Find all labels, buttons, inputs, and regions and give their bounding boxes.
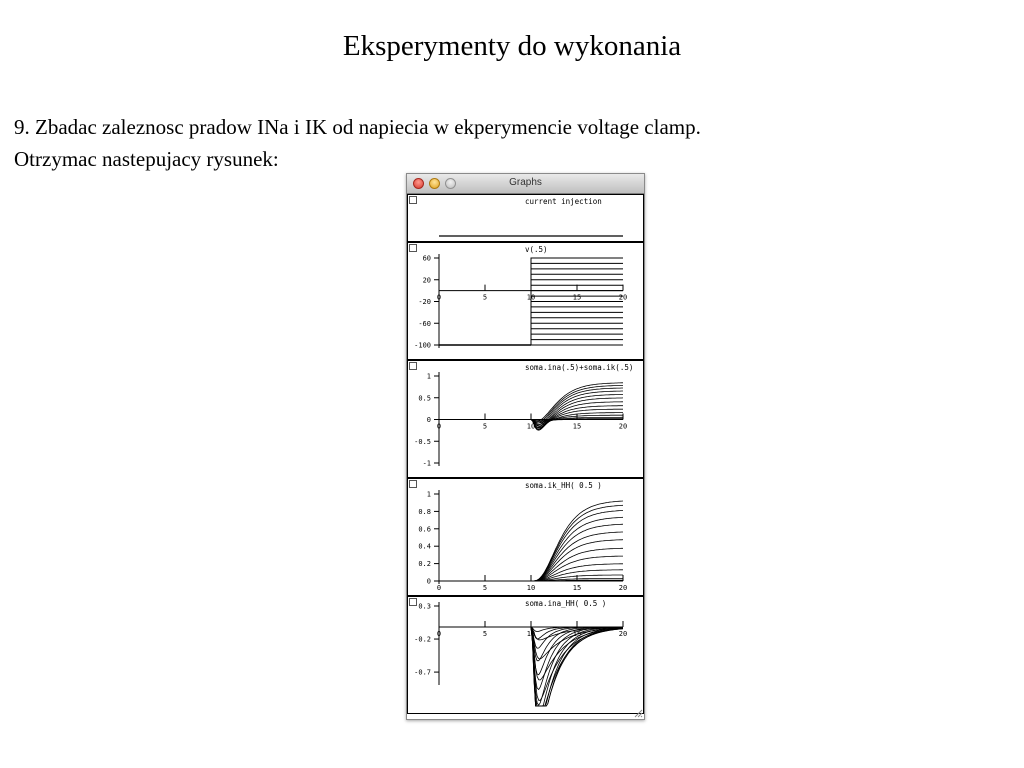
x-tick-label: 10: [526, 584, 536, 592]
x-tick-label: 20: [618, 293, 628, 302]
x-tick-label: 5: [482, 293, 488, 302]
graph-panel-3: [408, 361, 644, 478]
y-tick-label: 0: [426, 416, 431, 424]
graph-panel-2: [408, 243, 644, 360]
task-instruction: Otrzymac nastepujacy rysunek:: [14, 147, 279, 171]
y-tick-label: -0.7: [414, 668, 431, 677]
y-tick-label: 0: [426, 577, 431, 586]
x-tick-label: 15: [572, 422, 582, 431]
y-tick-label: -1: [422, 459, 431, 468]
y-tick-label: -60: [418, 319, 431, 328]
panel-title: soma.ik_HH( 0.5 ): [525, 481, 602, 490]
panel-title: v(.5): [525, 245, 548, 254]
slide-title: Eksperymenty do wykonania: [342, 30, 682, 62]
y-tick-label: -0.2: [414, 635, 431, 644]
panel-border: [408, 597, 644, 714]
panel-title: current injection: [525, 197, 602, 206]
x-tick-label: 10: [526, 293, 536, 302]
y-tick-label: 0.5: [418, 394, 431, 403]
x-tick-label: 10: [526, 630, 536, 638]
x-tick-label: 0: [436, 422, 442, 431]
y-tick-label: 60: [422, 254, 431, 263]
x-tick-label: 10: [526, 422, 536, 431]
y-tick-label: -20: [418, 298, 431, 306]
y-tick-label: -100: [414, 341, 431, 350]
y-tick-label: 0.4: [418, 542, 431, 551]
graph-panel-1: [408, 195, 644, 242]
y-tick-label: 0.3: [418, 602, 431, 611]
x-tick-label: 5: [482, 630, 488, 638]
task-description: 9. Zbadac zaleznosc pradow INa i IK od napiecia w ekperymencie voltage clamp.: [14, 115, 701, 139]
y-tick-label: 1: [426, 490, 431, 499]
graph-panel-5: [408, 597, 644, 714]
y-tick-label: 0.2: [418, 560, 431, 569]
x-tick-label: 20: [618, 422, 628, 431]
panel-border: [408, 479, 644, 596]
x-tick-label: 5: [482, 422, 488, 431]
panel-title: soma.ina(.5)+soma.ik(.5): [525, 363, 634, 372]
y-tick-label: 0.8: [418, 507, 431, 516]
panel-title: soma.ina_HH( 0.5 ): [525, 599, 607, 608]
y-tick-label: 0.6: [418, 525, 431, 534]
graphs-window: [406, 173, 645, 720]
x-tick-label: 15: [572, 630, 582, 638]
x-tick-label: 0: [436, 630, 442, 638]
window-titlebar[interactable]: [407, 174, 644, 194]
graph-panel-4: [408, 479, 644, 596]
x-tick-label: 0: [436, 584, 442, 592]
y-tick-label: 1: [426, 372, 431, 381]
panel-menu-checkbox: [410, 599, 417, 606]
panel-menu-checkbox: [410, 481, 417, 488]
y-tick-label: -0.5: [414, 437, 431, 446]
panel-menu-checkbox: [410, 363, 417, 370]
window-title: Graphs: [509, 177, 542, 188]
panel-menu-checkbox: [410, 197, 417, 204]
y-tick-label: 20: [422, 276, 431, 285]
x-tick-label: 0: [436, 293, 442, 302]
resize-grip-icon[interactable]: [633, 708, 643, 718]
panel-menu-checkbox: [410, 245, 417, 252]
x-tick-label: 20: [618, 584, 628, 592]
x-tick-label: 15: [572, 293, 582, 302]
x-tick-label: 20: [618, 630, 628, 638]
graphs-plot-area: [407, 194, 644, 720]
x-tick-label: 5: [482, 584, 488, 592]
x-tick-label: 15: [572, 584, 582, 592]
